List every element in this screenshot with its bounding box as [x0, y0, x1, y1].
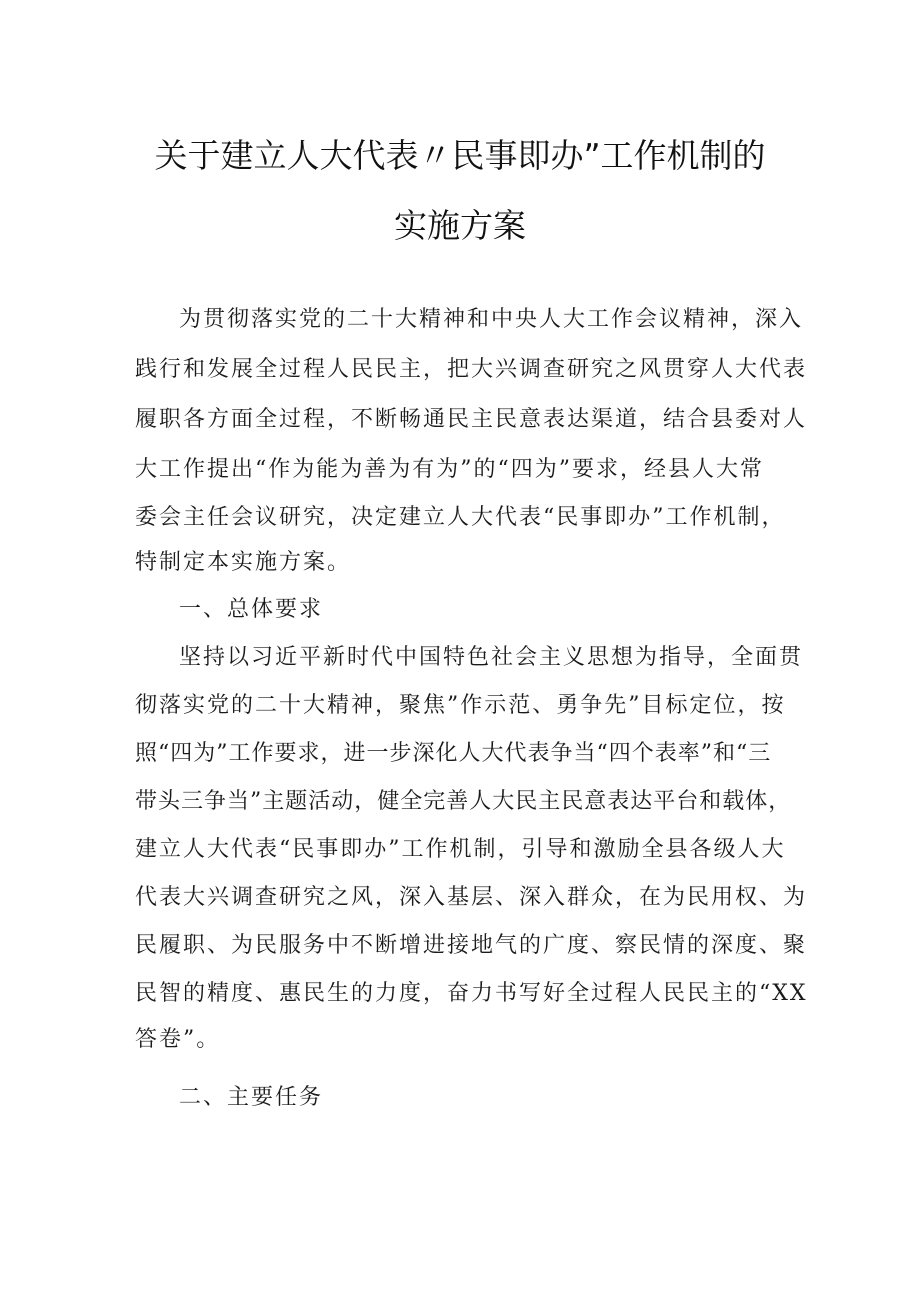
intro-line: 为贯彻落实党的二十大精神和中央人大工作会议精神，深入	[179, 307, 804, 332]
section1-line: 建立人大代表“民事即办”工作机制，引导和激励全县各级人大	[135, 837, 786, 862]
section1-line: 彻落实党的二十大精神，聚焦”作示范、勇争先”目标定位，按	[135, 693, 786, 718]
intro-line: 践行和发展全过程人民民主，把大兴调查研究之风贯穿人大代表	[135, 357, 808, 382]
section-heading-2: 二、主要任务	[179, 1085, 324, 1110]
section1-line: 代表大兴调查研究之风，深入基层、深入群众，在为民用权、为	[135, 885, 808, 910]
section1-line: 民履职、为民服务中不断增进接地气的广度、察民情的深度、聚	[135, 933, 808, 958]
intro-line: 履职各方面全过程，不断畅通民主民意表达渠道，结合县委对人	[135, 407, 808, 432]
intro-line: 大工作提出“作为能为善为有为”的“四为”要求，经县人大常	[135, 457, 764, 482]
document-title-line-1: 关于建立人大代表〃民事即办”工作机制的	[154, 136, 766, 175]
intro-line: 委会主任会议研究，决定建立人大代表“民事即办”工作机制，	[135, 505, 786, 530]
section1-line: 带头三争当”主题活动，健全完善人大民主民意表达平台和载体，	[135, 789, 792, 814]
document-title-line-2: 实施方案	[394, 206, 526, 245]
section-heading-1: 一、总体要求	[179, 597, 324, 622]
section1-line: 答卷”。	[135, 1027, 221, 1052]
section1-line: 民智的精度、惠民生的力度，奋力书写好全过程人民民主的“XX	[135, 981, 808, 1006]
intro-line: 特制定本实施方案。	[135, 550, 352, 575]
section1-line: 坚持以习近平新时代中国特色社会主义思想为指导，全面贯	[179, 645, 804, 670]
section1-line: 照“四为”工作要求，进一步深化人大代表争当“四个表率”和“三	[135, 741, 772, 766]
